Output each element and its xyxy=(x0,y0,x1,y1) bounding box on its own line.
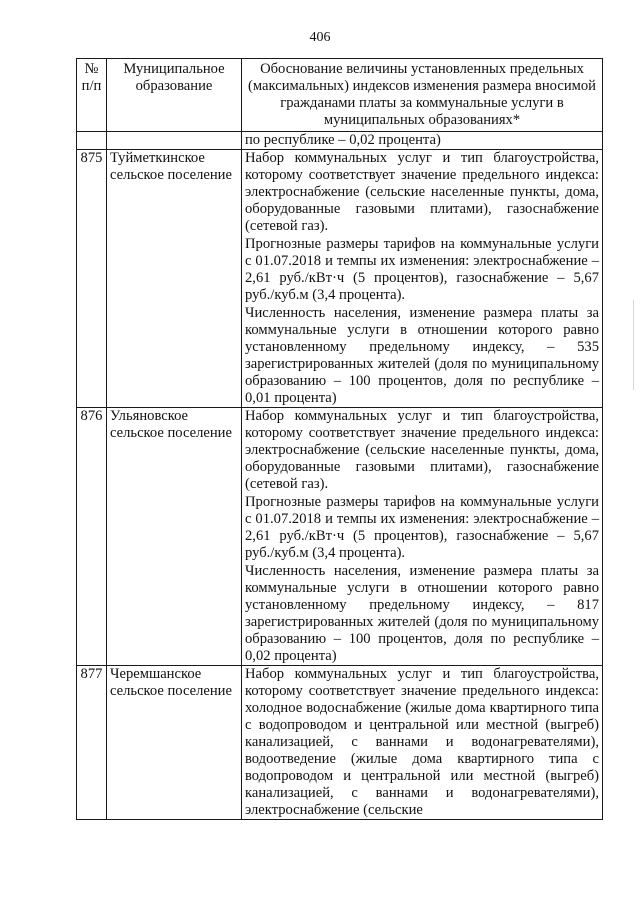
scan-edge-mark xyxy=(633,300,634,390)
justification-paragraph: Набор коммунальных услуг и тип благоустройства, которому соответствует значение предельного индекса: электроснабжение (сельские населенные пункты, дома, оборудованные газовыми плитами), газоснабжение (сетевой газ). xyxy=(245,150,599,234)
table-row-continuation xyxy=(77,132,603,150)
table-header-row xyxy=(77,59,603,132)
justification-paragraph: Прогнозные размеры тарифов на коммунальные услуги с 01.07.2018 и темпы их изменения: электроснабжение – 2,61 руб./кВт·ч (5 процентов), газоснабжение – 5,67 руб./куб.м (3,4 процента). xyxy=(245,236,599,303)
justification-cell xyxy=(242,666,603,820)
row-number: 876 xyxy=(77,408,107,666)
justification-paragraph: Прогнозные размеры тарифов на коммунальные услуги с 01.07.2018 и темпы их изменения: электроснабжение – 2,61 руб./кВт·ч (5 процентов), газоснабжение – 5,67 руб./куб.м (3,4 процента). xyxy=(245,494,599,561)
continuation-text: по республике – 0,02 процента) xyxy=(242,132,603,150)
justification-paragraph: Численность населения, изменение размера платы за коммунальные услуги в отношении которого равно установленному предельному индексу, – 535 зарегистрированных жителей (доля по муниципальному образованию – 100 процентов, доля по республике – 0,01 процента) xyxy=(245,305,599,406)
table-row xyxy=(77,408,603,666)
continuation-num-cell xyxy=(77,132,107,150)
justification-paragraph: Набор коммунальных услуг и тип благоустройства, которому соответствует значение предельного индекса: электроснабжение (сельские населенные пункты, дома, оборудованные газовыми плитами), газоснабжение (сетевой газ). xyxy=(245,408,599,492)
header-justification: Обоснование величины установленных предельных (максимальных) индексов изменения размера вносимой гражданами платы за коммунальные услуги в муниципальных образованиях* xyxy=(242,59,603,132)
municipality-name: Ульяновское сельское поселение xyxy=(107,408,242,666)
row-number: 875 xyxy=(77,150,107,408)
header-num: № п/п xyxy=(77,59,107,132)
municipality-name: Черемшанское сельское поселение xyxy=(107,666,242,820)
justification-paragraph: Численность населения, изменение размера платы за коммунальные услуги в отношении которого равно установленному предельному индексу, – 817 зарегистрированных жителей (доля по муниципальному образованию – 100 процентов, доля по республике – 0,02 процента) xyxy=(245,563,599,664)
header-municipality: Муниципальное образование xyxy=(107,59,242,132)
table-row xyxy=(77,666,603,820)
justification-cell xyxy=(242,150,603,408)
page-number: 406 xyxy=(309,30,331,45)
continuation-municipality-cell xyxy=(107,132,242,150)
row-number: 877 xyxy=(77,666,107,820)
justification-cell xyxy=(242,408,603,666)
justification-paragraph: Набор коммунальных услуг и тип благоустройства, которому соответствует значение предельного индекса: холодное водоснабжение (жилые дома квартирного типа с водопроводом и центральной или местной (выгреб) канализацией, с ваннами и водонагревателями), водоотведение (жилые дома квартирного типа с водопроводом и центральной или местной (выгреб) канализацией, с ваннами и водонагревателями), электроснабжение (сельские xyxy=(245,666,599,818)
municipality-name: Туйметкинское сельское поселение xyxy=(107,150,242,408)
table-row xyxy=(77,150,603,408)
tariff-justification-table xyxy=(76,58,603,820)
